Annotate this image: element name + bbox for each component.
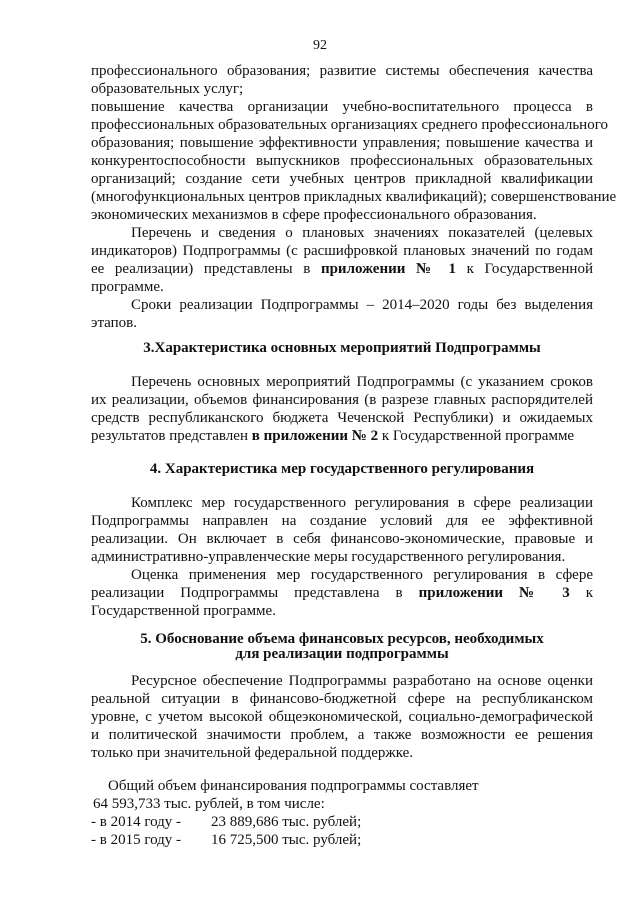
text-line: только при значительной федеральной поддержке. — [91, 745, 414, 761]
financing-year-label: - в 2015 году - — [91, 832, 182, 848]
text-line: Сроки реализации Подпрограммы – 2014–2020 годы без выделения — [131, 297, 593, 313]
text-line: и политической значимости проблем, а также возможности ее решения — [91, 727, 593, 743]
text-line: реализации Подпрограммы представлена в приложении № 3 к — [91, 585, 593, 601]
section-heading-3: 3.Характеристика основных мероприятий Подпрограммы — [143, 340, 541, 356]
text-line: (многофункциональных центров прикладных квалификаций); совершенствование — [91, 189, 617, 205]
text-line: административно-управленческие меры государственного регулирования. — [91, 549, 566, 565]
text-line: средств республиканского бюджета Чеченской Республики) и ожидаемых — [91, 410, 593, 426]
text-line: повышение качества организации учебно-воспитательного процесса в — [91, 99, 593, 115]
financing-year-amount: 23 889,686 тыс. рублей; — [211, 814, 362, 830]
appendix-2-reference: в приложении № 2 — [251, 428, 379, 444]
text-line: Подпрограммы направлен на создание условий для ее эффективной — [91, 513, 593, 529]
text-line: программе. — [91, 279, 164, 295]
text-line: образования; повышение эффективности управления; повышение качества и — [91, 135, 593, 151]
text-line: реальной ситуации в финансово-бюджетной сфере на республиканском — [91, 691, 593, 707]
text-line: этапов. — [91, 315, 137, 331]
text-line: ее реализации) представлены в приложении № 1 к Государственной — [91, 261, 593, 277]
text-line: Ресурсное обеспечение Подпрограммы разработано на основе оценки — [131, 673, 593, 689]
text-line: Государственной программе. — [91, 603, 276, 619]
text-line: индикаторов) Подпрограммы (с расшифровкой плановых значений по годам — [91, 243, 593, 259]
appendix-3-reference: приложении № 3 — [418, 585, 570, 601]
text-line: образовательных услуг; — [91, 81, 244, 97]
text-line: профессионального образования; развитие системы обеспечения качества — [91, 63, 593, 79]
financing-intro: Общий объем финансирования подпрограммы составляет — [108, 778, 479, 794]
financing-year-amount: 16 725,500 тыс. рублей; — [211, 832, 362, 848]
financing-total: 64 593,733 тыс. рублей, в том числе: — [93, 796, 325, 812]
page-number: 92 — [313, 38, 327, 53]
section-heading-4: 4. Характеристика мер государственного регулирования — [149, 461, 535, 477]
text-line: экономических механизмов в сфере профессионального образования. — [91, 207, 537, 223]
text-line: Оценка применения мер государственного регулирования в сфере — [131, 567, 593, 583]
text-line: реализации. Он включает в себя финансово-экономические, правовые и — [91, 531, 593, 547]
text-line: профессиональных образовательных организациях среднего профессионального — [91, 117, 608, 133]
text-line: Комплекс мер государственного регулирования в сфере реализации — [131, 495, 593, 511]
text-line: организаций; создание сети учебных центров прикладной квалификации — [91, 171, 593, 187]
text-line: конкурентоспособности выпускников профессиональных образовательных — [91, 153, 593, 169]
text-line: Перечень основных мероприятий Подпрограммы (с указанием сроков — [131, 374, 593, 390]
text-line: результатов представлен в приложении № 2 к Государственной программе — [91, 428, 575, 444]
section-heading-5-line-2: для реализации подпрограммы — [235, 646, 449, 662]
financing-year-label: - в 2014 году - — [91, 814, 182, 830]
text-line: Перечень и сведения о плановых значениях показателей (целевых — [131, 225, 593, 241]
section-heading-5: 5. Обоснование объема финансовых ресурсов, необходимых — [140, 631, 544, 647]
appendix-1-reference: приложении № 1 — [320, 261, 457, 277]
text-line: уровне, с учетом высокой общеэкономической, социально-демографической — [91, 709, 593, 725]
text-line: их реализации, объемов финансирования (в разрезе главных распорядителей — [91, 392, 593, 408]
